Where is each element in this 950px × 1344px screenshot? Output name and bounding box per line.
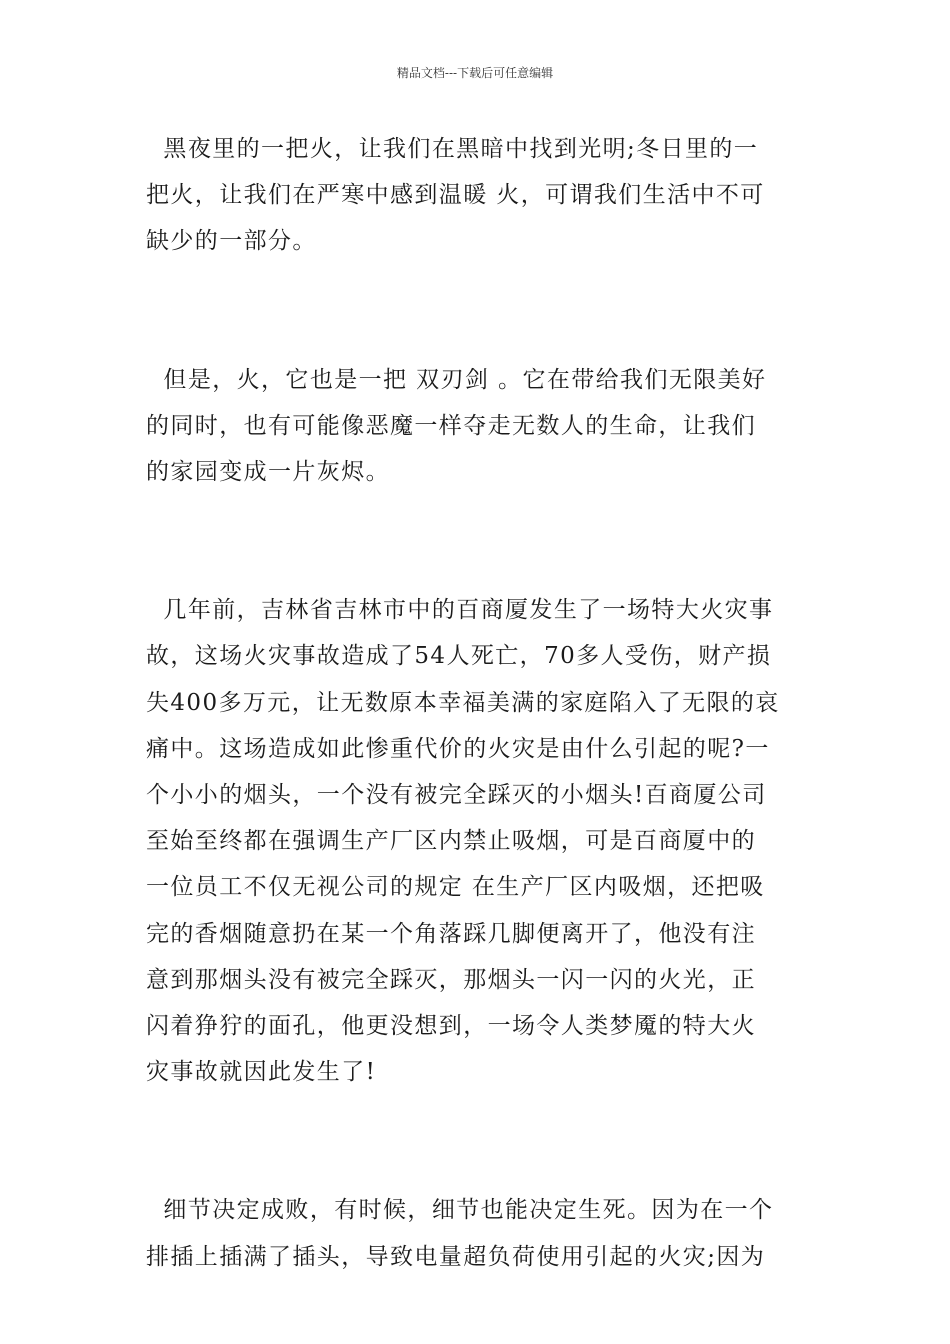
paragraph-3 bbox=[146, 587, 814, 1095]
text-line: 几年前，吉林省吉林市中的百商厦发生了一场特大火灾事 bbox=[146, 597, 774, 624]
document-body bbox=[146, 126, 814, 1280]
text-line: 排插上插满了插头，导致电量超负荷使用引起的火灾;因为 bbox=[146, 1243, 766, 1270]
text-line: 个小小的烟头，一个没有被完全踩灭的小烟头!百商厦公司 bbox=[146, 782, 767, 809]
paragraph-1 bbox=[146, 126, 814, 265]
text-line: 的同时，也有可能像恶魔一样夺走无数人的生命，让我们 bbox=[146, 412, 756, 439]
text-line: 黑夜里的一把火，让我们在黑暗中找到光明;冬日里的一 bbox=[146, 136, 759, 162]
paragraph-spacer bbox=[146, 495, 814, 587]
text-line: 失400多万元，让无数原本幸福美满的家庭陷入了无限的哀 bbox=[146, 689, 780, 716]
text-line: 一位员工不仅无视公司的规定 在生产厂区内吸烟，还把吸 bbox=[146, 874, 765, 901]
text-line: 细节决定成败，有时候，细节也能决定生死。因为在一个 bbox=[146, 1197, 774, 1224]
text-line: 但是，火，它也是一把 双刃剑 。它在带给我们无限美好 bbox=[146, 366, 767, 393]
page-header: 精品文档---下载后可任意编辑 bbox=[396, 66, 554, 80]
text-line: 灾事故就因此发生了! bbox=[146, 1059, 377, 1086]
paragraph-2 bbox=[146, 357, 814, 496]
paragraph-spacer bbox=[146, 265, 814, 357]
text-line: 意到那烟头没有被完全踩灭，那烟头一闪一闪的火光，正 bbox=[146, 966, 756, 993]
text-line: 的家园变成一片灰烬。 bbox=[146, 459, 390, 486]
text-line: 把火，让我们在严寒中感到温暖 火，可谓我们生活中不可 bbox=[146, 182, 765, 209]
paragraph-4 bbox=[146, 1187, 814, 1279]
paragraph-spacer bbox=[146, 1095, 814, 1187]
text-line: 故，这场火灾事故造成了54人死亡，70多人受伤，财产损 bbox=[146, 643, 772, 670]
text-line: 完的香烟随意扔在某一个角落踩几脚便离开了，他没有注 bbox=[146, 920, 756, 947]
text-line: 至始至终都在强调生产厂区内禁止吸烟，可是百商厦中的 bbox=[146, 828, 756, 855]
text-line: 闪着狰狞的面孔，他更没想到，一场令人类梦魇的特大火 bbox=[146, 1013, 756, 1040]
text-line: 痛中。这场造成如此惨重代价的火灾是由什么引起的呢?一 bbox=[146, 735, 770, 762]
text-line: 缺少的一部分。 bbox=[146, 228, 317, 255]
